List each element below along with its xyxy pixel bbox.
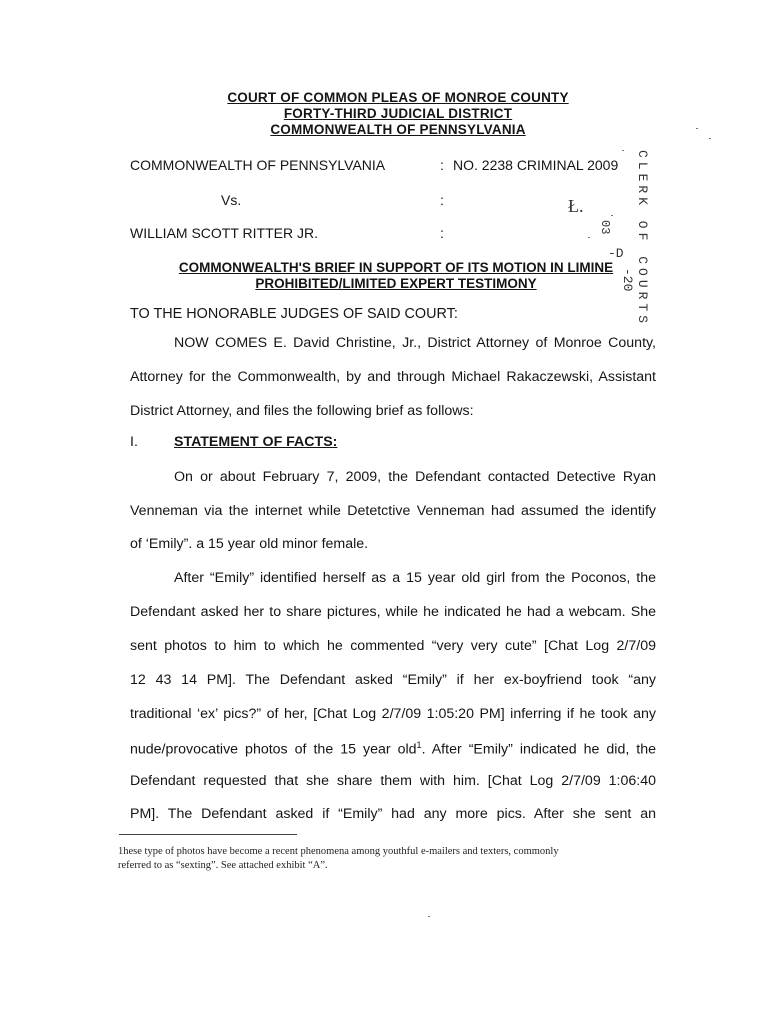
para1-line-3: of ‘Emily”. a 15 year old minor female. [130, 536, 369, 552]
stamp-mark-4: -20 [620, 268, 635, 292]
footnote-reference: 1 [416, 740, 422, 750]
intro-line-1: NOW COMES E. David Christine, Jr., District Attorney of Monroe County, [174, 335, 656, 351]
scan-speck [588, 237, 590, 238]
footnote-mark: 1 [118, 846, 124, 857]
scan-speck [709, 138, 711, 139]
para2-line-4: 12 43 14 PM]. The Defendant asked “Emily” if her ex-boyfriend took “any [130, 672, 656, 688]
footnote-separator [119, 834, 297, 835]
brief-title-line-1: COMMONWEALTH'S BRIEF IN SUPPORT OF ITS MOTION IN LIMINE [178, 260, 614, 275]
para1-line-1: On or about February 7, 2009, the Defendant contacted Detective Ryan [174, 469, 656, 485]
case-number: NO. 2238 CRIMINAL 2009 [453, 157, 619, 173]
intro-line-3: District Attorney, and files the following brief as follows: [130, 403, 474, 419]
caption-versus: Vs. [221, 192, 242, 208]
commonwealth-heading: COMMONWEALTH OF PENNSYLVANIA [270, 122, 526, 137]
scan-speck [611, 215, 613, 216]
para1-line-2: Venneman via the internet while Detetctive Venneman had assumed the identify [130, 503, 656, 519]
clerk-stamp-text: CLERK OF COURTS [635, 150, 650, 328]
para2-line-8: PM]. The Defendant asked if “Emily” had any more pics. After she sent an [130, 806, 656, 822]
footnote-text-1: hese type of photos have become a recent phenomena among youthful e-mailers and texters, commonly [123, 846, 559, 857]
para2-line-6-text: nude/provocative photos of the 15 year old [130, 741, 417, 758]
brief-title-line-2: PROHIBITED/LIMITED EXPERT TESTIMONY [255, 276, 537, 291]
salutation: TO THE HONORABLE JUDGES OF SAID COURT: [130, 306, 458, 322]
court-heading: COURT OF COMMON PLEAS OF MONROE COUNTY [227, 90, 569, 105]
intro-line-2: Attorney for the Commonwealth, by and through Michael Rakaczewski, Assistant [130, 369, 656, 385]
section-heading: STATEMENT OF FACTS: [174, 434, 338, 450]
para2-line-6-rest: . After “Emily” indicated he did, the [421, 741, 656, 758]
caption-colon-1: : [440, 157, 444, 173]
section-number: I. [130, 434, 138, 450]
scan-speck [428, 916, 430, 917]
para2-line-5: traditional ‘ex’ pics?” of her, [Chat Log 2/7/09 1:05:20 PM] inferring if he took any [130, 706, 656, 722]
caption-defendant: WILLIAM SCOTT RITTER JR. [130, 225, 318, 241]
footnote-line-2: referred to as “sexting”. See attached exhibit “A”. [118, 860, 328, 871]
scan-speck [622, 150, 624, 151]
stamp-mark-1: Ł. [568, 196, 584, 216]
scan-speck [696, 128, 698, 129]
stamp-mark-2: 03 [598, 220, 612, 235]
caption-plaintiff: COMMONWEALTH OF PENNSYLVANIA [130, 157, 386, 173]
para2-line-3: sent photos to him to which he commented “very very cute” [Chat Log 2/7/09 [130, 638, 656, 654]
district-heading: FORTY-THIRD JUDICIAL DISTRICT [283, 106, 513, 121]
para2-line-1: After “Emily” identified herself as a 15 year old girl from the Poconos, the [174, 570, 656, 586]
caption-colon-3: : [440, 225, 444, 241]
para2-line-2: Defendant asked her to share pictures, while he indicated he had a webcam. She [130, 604, 656, 620]
stamp-mark-3: -D [608, 246, 624, 261]
caption-colon-2: : [440, 192, 444, 208]
para2-line-7: Defendant requested that she share them with him. [Chat Log 2/7/09 1:06:40 [130, 773, 656, 789]
para2-line-6 [130, 740, 656, 758]
footnote-line-1 [118, 846, 559, 857]
